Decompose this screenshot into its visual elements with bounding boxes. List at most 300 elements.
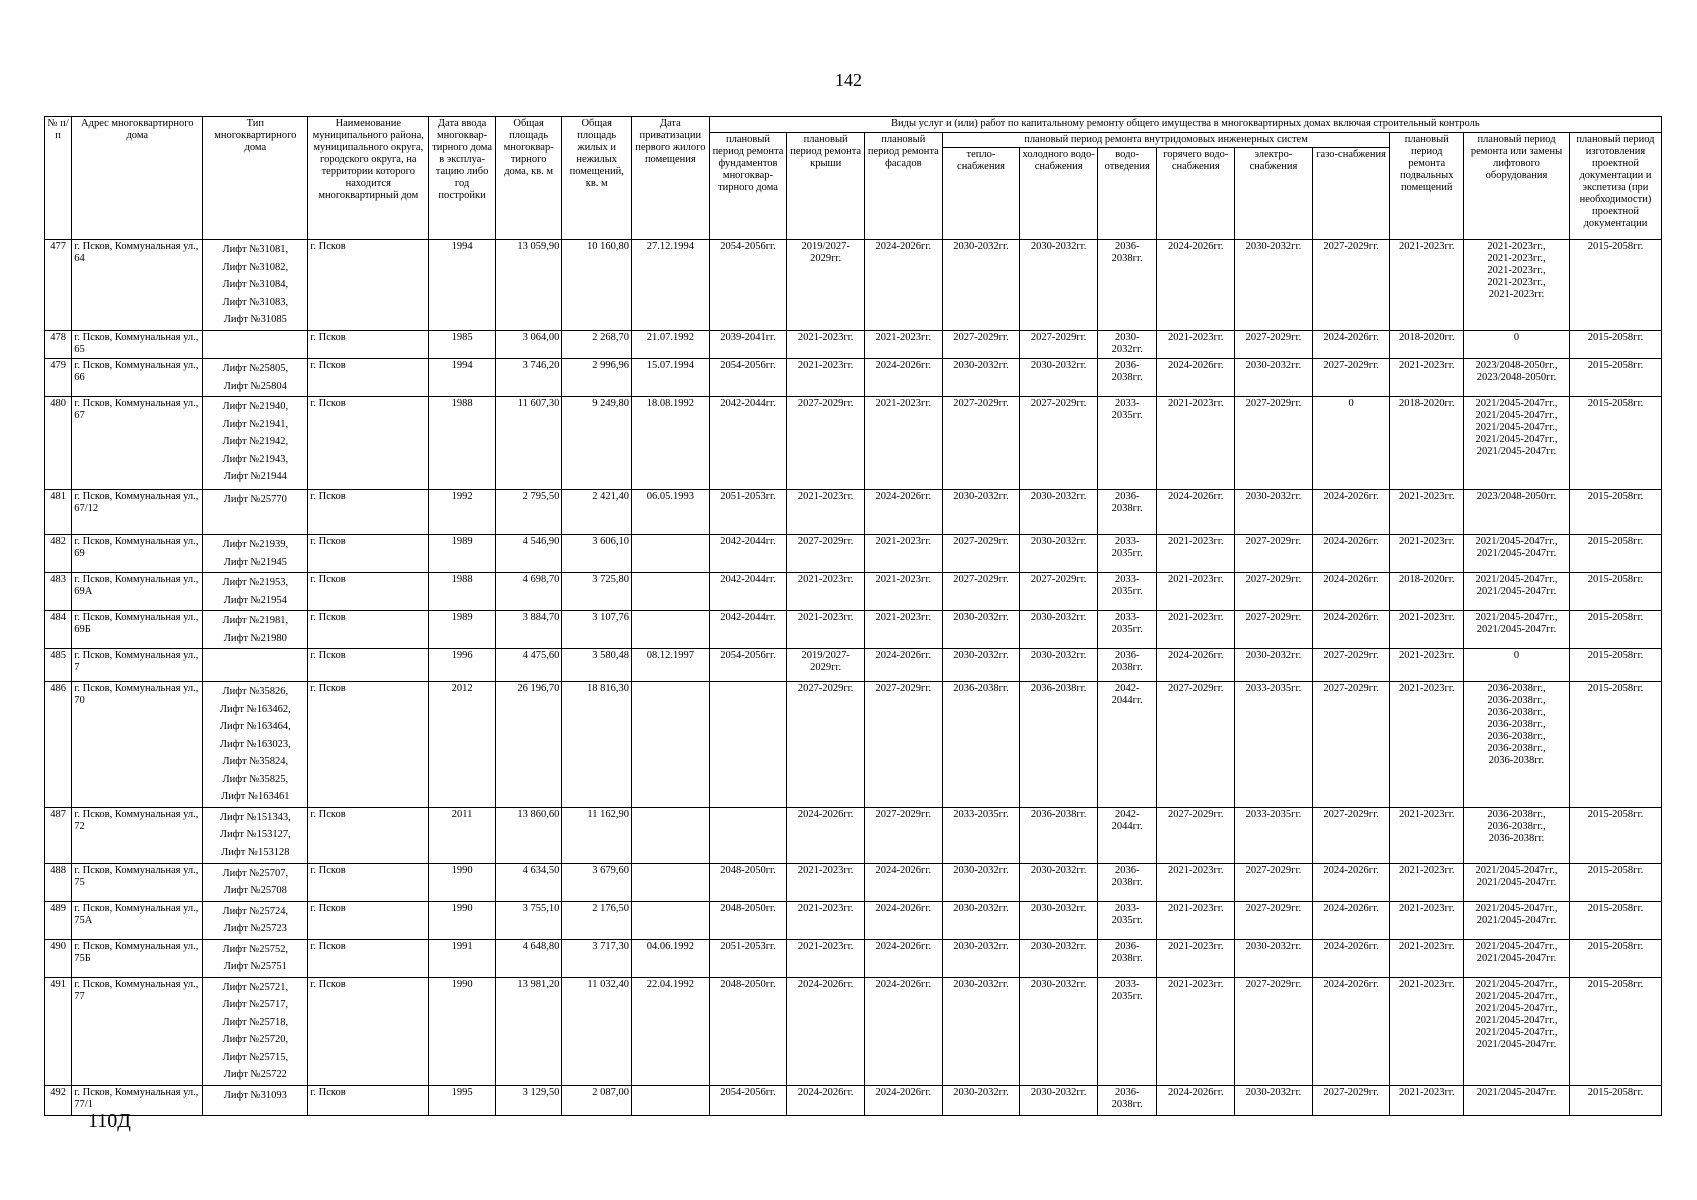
row-year: 1992 bbox=[429, 490, 496, 535]
repair-plan-table-wrapper bbox=[44, 116, 1662, 1116]
row-electric: 2030-2032гг. bbox=[1235, 240, 1313, 331]
row-hot-water: 2021-2023гг. bbox=[1157, 397, 1235, 490]
row-gas: 2024-2026гг. bbox=[1312, 535, 1390, 573]
row-total-area: 11 607,30 bbox=[495, 397, 562, 490]
row-hot-water: 2021-2023гг. bbox=[1157, 535, 1235, 573]
row-lifts bbox=[203, 240, 308, 331]
row-living-area: 2 176,50 bbox=[562, 901, 632, 939]
row-electric: 2027-2029гг. bbox=[1235, 397, 1313, 490]
row-sewer: 2036-2038гг. bbox=[1097, 490, 1157, 535]
row-facade: 2024-2026гг. bbox=[864, 240, 942, 331]
row-living-area: 3 606,10 bbox=[562, 535, 632, 573]
row-gas: 2024-2026гг. bbox=[1312, 331, 1390, 359]
page-number: 142 bbox=[835, 70, 862, 90]
row-foundation bbox=[709, 807, 787, 863]
row-lifts bbox=[203, 901, 308, 939]
row-lifts bbox=[203, 807, 308, 863]
row-elevator bbox=[1464, 359, 1570, 397]
row-heat: 2036-2038гг. bbox=[942, 682, 1020, 808]
row-address: г. Псков, Коммунальная ул., 75А bbox=[72, 901, 203, 939]
row-municipality: г. Псков bbox=[308, 682, 429, 808]
lift-entry: Лифт №153128 bbox=[221, 846, 290, 858]
elevator-period: 2036-2038гг., bbox=[1487, 695, 1546, 706]
row-hot-water: 2024-2026гг. bbox=[1157, 359, 1235, 397]
row-year: 1994 bbox=[429, 359, 496, 397]
elevator-period: 2021-2023гг., bbox=[1487, 241, 1546, 252]
row-roof: 2024-2026гг. bbox=[787, 977, 865, 1085]
row-basement: 2021-2023гг. bbox=[1390, 939, 1464, 977]
header-commission-date: Дата ввода многоквар-тирного дома в эксплуа-тацию либо год постройки bbox=[429, 117, 496, 240]
row-address: г. Псков, Коммунальная ул., 77 bbox=[72, 977, 203, 1085]
lift-entry: Лифт №31093 bbox=[223, 1089, 287, 1101]
row-sewer: 2033-2035гг. bbox=[1097, 611, 1157, 649]
row-living-area: 18 816,30 bbox=[562, 682, 632, 808]
row-hot-water: 2021-2023гг. bbox=[1157, 573, 1235, 611]
row-roof: 2021-2023гг. bbox=[787, 901, 865, 939]
row-heat: 2027-2029гг. bbox=[942, 331, 1020, 359]
row-sewer: 2036-2038гг. bbox=[1097, 863, 1157, 901]
table-row bbox=[45, 611, 1662, 649]
row-lifts bbox=[203, 649, 308, 682]
row-total-area: 2 795,50 bbox=[495, 490, 562, 535]
row-num: 484 bbox=[45, 611, 72, 649]
row-design: 2015-2058гг. bbox=[1569, 682, 1661, 808]
row-electric: 2033-2035гг. bbox=[1235, 682, 1313, 808]
row-design: 2015-2058гг. bbox=[1569, 611, 1661, 649]
row-foundation: 2042-2044гг. bbox=[709, 397, 787, 490]
row-lifts bbox=[203, 682, 308, 808]
row-lifts bbox=[203, 573, 308, 611]
elevator-period: 2021/2045-2047гг. bbox=[1476, 1038, 1557, 1050]
row-privatization bbox=[632, 573, 710, 611]
row-electric: 2027-2029гг. bbox=[1235, 863, 1313, 901]
row-heat: 2027-2029гг. bbox=[942, 397, 1020, 490]
elevator-period: 2036-2038гг., bbox=[1487, 707, 1546, 718]
row-basement: 2021-2023гг. bbox=[1390, 901, 1464, 939]
row-heat: 2027-2029гг. bbox=[942, 573, 1020, 611]
row-design: 2015-2058гг. bbox=[1569, 331, 1661, 359]
row-municipality: г. Псков bbox=[308, 573, 429, 611]
row-sewer: 2033-2035гг. bbox=[1097, 535, 1157, 573]
row-living-area: 3 717,30 bbox=[562, 939, 632, 977]
row-basement: 2021-2023гг. bbox=[1390, 807, 1464, 863]
elevator-period: 2021/2045-2047гг. bbox=[1476, 952, 1557, 964]
elevator-period: 2021/2045-2047гг., bbox=[1475, 940, 1558, 952]
row-design: 2015-2058гг. bbox=[1569, 863, 1661, 901]
header-engineering-group: плановый период ремонта внутридомовых инженерных систем bbox=[942, 133, 1390, 148]
row-elevator bbox=[1464, 611, 1570, 649]
row-gas: 2024-2026гг. bbox=[1312, 901, 1390, 939]
row-elevator bbox=[1464, 573, 1570, 611]
header-heat: тепло-снабжения bbox=[942, 148, 1020, 240]
row-municipality: г. Псков bbox=[308, 807, 429, 863]
row-year: 1990 bbox=[429, 863, 496, 901]
row-municipality: г. Псков bbox=[308, 240, 429, 331]
row-heat: 2030-2032гг. bbox=[942, 863, 1020, 901]
row-basement: 2018-2020гг. bbox=[1390, 331, 1464, 359]
lift-entry: Лифт №21941, bbox=[222, 418, 289, 430]
row-basement: 2018-2020гг. bbox=[1390, 397, 1464, 490]
table-row bbox=[45, 977, 1662, 1085]
row-heat: 2030-2032гг. bbox=[942, 649, 1020, 682]
row-gas: 0 bbox=[1312, 397, 1390, 490]
row-year: 1990 bbox=[429, 977, 496, 1085]
row-roof: 2021-2023гг. bbox=[787, 331, 865, 359]
row-year: 1989 bbox=[429, 535, 496, 573]
row-design: 2015-2058гг. bbox=[1569, 573, 1661, 611]
row-address: г. Псков, Коммунальная ул., 64 bbox=[72, 240, 203, 331]
row-design: 2015-2058гг. bbox=[1569, 535, 1661, 573]
row-facade: 2021-2023гг. bbox=[864, 573, 942, 611]
row-basement: 2021-2023гг. bbox=[1390, 649, 1464, 682]
row-roof: 2021-2023гг. bbox=[787, 611, 865, 649]
elevator-period: 2021/2045-2047гг. bbox=[1476, 1086, 1557, 1098]
row-foundation: 2054-2056гг. bbox=[709, 240, 787, 331]
row-sewer: 2036-2038гг. bbox=[1097, 649, 1157, 682]
row-hot-water: 2027-2029гг. bbox=[1157, 807, 1235, 863]
row-sewer: 2042-2044гг. bbox=[1097, 682, 1157, 808]
row-foundation: 2039-2041гг. bbox=[709, 331, 787, 359]
lift-entry: Лифт №25804 bbox=[223, 380, 287, 392]
row-address: г. Псков, Коммунальная ул., 75 bbox=[72, 863, 203, 901]
row-roof: 2021-2023гг. bbox=[787, 573, 865, 611]
row-living-area: 3 679,60 bbox=[562, 863, 632, 901]
row-design: 2015-2058гг. bbox=[1569, 490, 1661, 535]
row-roof: 2027-2029гг. bbox=[787, 535, 865, 573]
lift-entry: Лифт №31085 bbox=[223, 314, 287, 325]
row-living-area: 3 725,80 bbox=[562, 573, 632, 611]
row-privatization bbox=[632, 807, 710, 863]
row-living-area: 2 996,96 bbox=[562, 359, 632, 397]
header-elevator: плановый период ремонта или замены лифтового оборудования bbox=[1464, 133, 1570, 240]
row-municipality: г. Псков bbox=[308, 649, 429, 682]
row-total-area: 13 981,20 bbox=[495, 977, 562, 1085]
row-roof: 2021-2023гг. bbox=[787, 939, 865, 977]
row-elevator bbox=[1464, 240, 1570, 331]
row-year: 2012 bbox=[429, 682, 496, 808]
row-elevator bbox=[1464, 1085, 1570, 1115]
row-basement: 2021-2023гг. bbox=[1390, 1085, 1464, 1115]
row-sewer: 2036-2038гг. bbox=[1097, 359, 1157, 397]
lift-entry: Лифт №25805, bbox=[222, 363, 289, 374]
row-year: 1989 bbox=[429, 611, 496, 649]
row-design: 2015-2058гг. bbox=[1569, 240, 1661, 331]
row-heat: 2030-2032гг. bbox=[942, 359, 1020, 397]
row-elevator bbox=[1464, 490, 1570, 535]
row-privatization bbox=[632, 611, 710, 649]
table-row bbox=[45, 901, 1662, 939]
row-elevator bbox=[1464, 977, 1570, 1085]
row-design: 2015-2058гг. bbox=[1569, 977, 1661, 1085]
lift-entry: Лифт №163462, bbox=[219, 703, 291, 715]
row-elevator bbox=[1464, 682, 1570, 808]
lift-entry: Лифт №21944 bbox=[223, 471, 287, 482]
row-electric: 2027-2029гг. bbox=[1235, 611, 1313, 649]
row-foundation: 2051-2053гг. bbox=[709, 490, 787, 535]
table-row bbox=[45, 1085, 1662, 1115]
elevator-period: 0 bbox=[1513, 332, 1520, 343]
row-cold-water: 2027-2029гг. bbox=[1020, 573, 1098, 611]
row-sewer: 2042-2044гг. bbox=[1097, 807, 1157, 863]
row-total-area: 4 634,50 bbox=[495, 863, 562, 901]
elevator-period: 2021/2045-2047гг., bbox=[1475, 1026, 1558, 1038]
header-facade: плановый период ремонта фасадов bbox=[864, 133, 942, 240]
row-lifts bbox=[203, 1085, 308, 1115]
elevator-period: 2021/2045-2047гг., bbox=[1475, 434, 1558, 445]
row-sewer: 2033-2035гг. bbox=[1097, 573, 1157, 611]
row-cold-water: 2030-2032гг. bbox=[1020, 611, 1098, 649]
row-sewer: 2036-2038гг. bbox=[1097, 1085, 1157, 1115]
table-row bbox=[45, 535, 1662, 573]
row-municipality: г. Псков bbox=[308, 1085, 429, 1115]
row-gas: 2027-2029гг. bbox=[1312, 807, 1390, 863]
row-foundation: 2042-2044гг. bbox=[709, 611, 787, 649]
lift-entry: Лифт №21954 bbox=[223, 594, 287, 606]
lift-entry: Лифт №25721, bbox=[222, 981, 289, 993]
elevator-period: 2021/2045-2047гг., bbox=[1475, 864, 1558, 876]
elevator-period: 2023/2048-2050гг., bbox=[1475, 360, 1558, 371]
lift-entry: Лифт №25720, bbox=[222, 1034, 289, 1045]
row-privatization bbox=[632, 682, 710, 808]
lift-entry: Лифт №25707, bbox=[222, 867, 289, 879]
row-address: г. Псков, Коммунальная ул., 67/12 bbox=[72, 490, 203, 535]
lift-entry: Лифт №25723 bbox=[223, 923, 287, 934]
row-lifts bbox=[203, 490, 308, 535]
row-basement: 2021-2023гг. bbox=[1390, 863, 1464, 901]
elevator-period: 2036-2038гг. bbox=[1488, 755, 1545, 766]
row-foundation bbox=[709, 682, 787, 808]
table-body bbox=[45, 240, 1662, 1116]
lift-entry: Лифт №21939, bbox=[222, 539, 289, 550]
row-privatization: 08.12.1997 bbox=[632, 649, 710, 682]
row-hot-water: 2021-2023гг. bbox=[1157, 977, 1235, 1085]
table-row bbox=[45, 331, 1662, 359]
row-cold-water: 2036-2038гг. bbox=[1020, 807, 1098, 863]
elevator-period: 2021/2045-2047гг., bbox=[1475, 1002, 1558, 1014]
table-row bbox=[45, 240, 1662, 331]
row-foundation: 2054-2056гг. bbox=[709, 1085, 787, 1115]
table-row bbox=[45, 359, 1662, 397]
row-privatization: 06.05.1993 bbox=[632, 490, 710, 535]
row-foundation: 2042-2044гг. bbox=[709, 535, 787, 573]
table-header bbox=[45, 117, 1662, 240]
header-basement: плановый период ремонта подвальных помещений bbox=[1390, 133, 1464, 240]
row-design: 2015-2058гг. bbox=[1569, 397, 1661, 490]
row-year: 1990 bbox=[429, 901, 496, 939]
row-facade: 2021-2023гг. bbox=[864, 535, 942, 573]
row-privatization bbox=[632, 863, 710, 901]
header-total-area: Общая площадь многоквар-тирного дома, кв. м bbox=[495, 117, 562, 240]
header-living-area: Общая площадь жилых и нежилых помещений, кв. м bbox=[562, 117, 632, 240]
row-roof: 2027-2029гг. bbox=[787, 397, 865, 490]
row-basement: 2021-2023гг. bbox=[1390, 682, 1464, 808]
row-total-area: 26 196,70 bbox=[495, 682, 562, 808]
row-electric: 2027-2029гг. bbox=[1235, 331, 1313, 359]
row-facade: 2024-2026гг. bbox=[864, 359, 942, 397]
row-num: 482 bbox=[45, 535, 72, 573]
row-roof: 2019/2027-2029гг. bbox=[787, 649, 865, 682]
elevator-period: 2021-2023гг., bbox=[1487, 265, 1546, 276]
row-facade: 2027-2029гг. bbox=[864, 682, 942, 808]
elevator-period: 0 bbox=[1513, 650, 1520, 661]
row-facade: 2027-2029гг. bbox=[864, 807, 942, 863]
row-cold-water: 2030-2032гг. bbox=[1020, 977, 1098, 1085]
row-num: 477 bbox=[45, 240, 72, 331]
row-lifts bbox=[203, 939, 308, 977]
row-num: 491 bbox=[45, 977, 72, 1085]
elevator-period: 2021/2045-2047гг. bbox=[1476, 914, 1557, 926]
header-address: Адрес многоквартирного дома bbox=[72, 117, 203, 240]
header-roof: плановый период ремонта крыши bbox=[787, 133, 865, 240]
row-total-area: 3 064,00 bbox=[495, 331, 562, 359]
row-num: 490 bbox=[45, 939, 72, 977]
row-cold-water: 2027-2029гг. bbox=[1020, 397, 1098, 490]
row-total-area: 4 546,90 bbox=[495, 535, 562, 573]
row-address: г. Псков, Коммунальная ул., 72 bbox=[72, 807, 203, 863]
lift-entry: Лифт №25770 bbox=[223, 494, 287, 505]
row-total-area: 3 755,10 bbox=[495, 901, 562, 939]
elevator-period: 2036-2038гг. bbox=[1488, 832, 1545, 844]
table-row bbox=[45, 573, 1662, 611]
row-gas: 2024-2026гг. bbox=[1312, 863, 1390, 901]
elevator-period: 2021/2045-2047гг. bbox=[1476, 586, 1557, 597]
row-living-area: 9 249,80 bbox=[562, 397, 632, 490]
row-living-area: 2 421,40 bbox=[562, 490, 632, 535]
row-heat: 2030-2032гг. bbox=[942, 490, 1020, 535]
row-living-area: 3 107,76 bbox=[562, 611, 632, 649]
header-municipality: Наименование муниципального района, муниципального округа, городского округа, на территории которого находится многоквартирный дом bbox=[308, 117, 429, 240]
repair-plan-table bbox=[44, 116, 1662, 1116]
row-gas: 2024-2026гг. bbox=[1312, 573, 1390, 611]
row-address: г. Псков, Коммунальная ул., 77/1 bbox=[72, 1085, 203, 1115]
row-roof: 2021-2023гг. bbox=[787, 359, 865, 397]
row-lifts bbox=[203, 331, 308, 359]
elevator-period: 2036-2038гг., bbox=[1487, 719, 1546, 730]
row-cold-water: 2030-2032гг. bbox=[1020, 939, 1098, 977]
row-address: г. Псков, Коммунальная ул., 69А bbox=[72, 573, 203, 611]
row-electric: 2030-2032гг. bbox=[1235, 649, 1313, 682]
elevator-period: 2023/2048-2050гг. bbox=[1476, 372, 1557, 383]
row-privatization: 27.12.1994 bbox=[632, 240, 710, 331]
row-hot-water: 2021-2023гг. bbox=[1157, 611, 1235, 649]
row-elevator bbox=[1464, 331, 1570, 359]
lift-entry: Лифт №31084, bbox=[222, 279, 289, 290]
row-gas: 2024-2026гг. bbox=[1312, 939, 1390, 977]
row-address: г. Псков, Коммунальная ул., 66 bbox=[72, 359, 203, 397]
lift-entry: Лифт №31082, bbox=[222, 261, 289, 273]
row-foundation: 2048-2050гг. bbox=[709, 863, 787, 901]
row-basement: 2021-2023гг. bbox=[1390, 240, 1464, 331]
row-address: г. Псков, Коммунальная ул., 69 bbox=[72, 535, 203, 573]
row-design: 2015-2058гг. bbox=[1569, 359, 1661, 397]
elevator-period: 2021/2045-2047гг., bbox=[1475, 574, 1558, 585]
header-services-group: Виды услуг и (или) работ по капитальному ремонту общего имущества в многоквартирных домах включая строительный контроль bbox=[709, 117, 1661, 133]
row-privatization bbox=[632, 901, 710, 939]
elevator-period: 2021/2045-2047гг., bbox=[1475, 410, 1558, 421]
row-facade: 2024-2026гг. bbox=[864, 939, 942, 977]
elevator-period: 2021/2045-2047гг., bbox=[1475, 612, 1558, 623]
lift-entry: Лифт №21943, bbox=[222, 453, 289, 465]
row-num: 480 bbox=[45, 397, 72, 490]
row-living-area: 2 087,00 bbox=[562, 1085, 632, 1115]
row-gas: 2027-2029гг. bbox=[1312, 682, 1390, 808]
elevator-period: 2021-2023гг. bbox=[1488, 289, 1545, 300]
row-year: 1994 bbox=[429, 240, 496, 331]
lift-entry: Лифт №151343, bbox=[219, 811, 291, 823]
row-facade: 2021-2023гг. bbox=[864, 331, 942, 359]
row-cold-water: 2027-2029гг. bbox=[1020, 331, 1098, 359]
row-living-area: 11 162,90 bbox=[562, 807, 632, 863]
elevator-period: 2021/2045-2047гг. bbox=[1476, 446, 1557, 457]
row-municipality: г. Псков bbox=[308, 901, 429, 939]
lift-entry: Лифт №21940, bbox=[222, 401, 289, 412]
lift-entry: Лифт №25751 bbox=[223, 961, 287, 972]
row-municipality: г. Псков bbox=[308, 397, 429, 490]
header-electric: электро-снабжения bbox=[1235, 148, 1313, 240]
row-privatization: 21.07.1992 bbox=[632, 331, 710, 359]
row-living-area: 2 268,70 bbox=[562, 331, 632, 359]
row-sewer: 2033-2035гг. bbox=[1097, 977, 1157, 1085]
elevator-period: 2021/2045-2047гг., bbox=[1475, 536, 1558, 547]
table-row bbox=[45, 863, 1662, 901]
header-privatization-date: Дата приватизации первого жилого помещения bbox=[632, 117, 710, 240]
row-electric: 2030-2032гг. bbox=[1235, 359, 1313, 397]
row-address: г. Псков, Коммунальная ул., 75Б bbox=[72, 939, 203, 977]
lift-entry: Лифт №31083, bbox=[222, 296, 289, 308]
row-elevator bbox=[1464, 397, 1570, 490]
row-design: 2015-2058гг. bbox=[1569, 1085, 1661, 1115]
row-basement: 2021-2023гг. bbox=[1390, 611, 1464, 649]
row-lifts bbox=[203, 359, 308, 397]
row-total-area: 3 884,70 bbox=[495, 611, 562, 649]
row-elevator bbox=[1464, 535, 1570, 573]
row-num: 488 bbox=[45, 863, 72, 901]
elevator-period: 2021/2045-2047гг., bbox=[1475, 1014, 1558, 1026]
row-lifts bbox=[203, 863, 308, 901]
row-facade: 2021-2023гг. bbox=[864, 611, 942, 649]
lift-entry: Лифт №21980 bbox=[223, 632, 287, 644]
elevator-period: 2021/2045-2047гг., bbox=[1475, 398, 1558, 409]
row-electric: 2027-2029гг. bbox=[1235, 573, 1313, 611]
row-municipality: г. Псков bbox=[308, 611, 429, 649]
row-roof: 2021-2023гг. bbox=[787, 490, 865, 535]
row-municipality: г. Псков bbox=[308, 939, 429, 977]
row-num: 487 bbox=[45, 807, 72, 863]
lift-entry: Лифт №25717, bbox=[222, 999, 289, 1010]
row-cold-water: 2030-2032гг. bbox=[1020, 863, 1098, 901]
row-heat: 2033-2035гг. bbox=[942, 807, 1020, 863]
header-cold-water: холодного водо-снабжения bbox=[1020, 148, 1098, 240]
row-electric: 2027-2029гг. bbox=[1235, 901, 1313, 939]
row-foundation: 2048-2050гг. bbox=[709, 901, 787, 939]
lift-entry: Лифт №21981, bbox=[222, 615, 289, 626]
row-electric: 2027-2029гг. bbox=[1235, 977, 1313, 1085]
row-facade: 2024-2026гг. bbox=[864, 1085, 942, 1115]
row-facade: 2021-2023гг. bbox=[864, 397, 942, 490]
lift-entry: Лифт №163464, bbox=[219, 721, 291, 732]
elevator-period: 2023/2048-2050гг. bbox=[1476, 491, 1557, 502]
row-elevator bbox=[1464, 863, 1570, 901]
header-num: № п/п bbox=[45, 117, 72, 240]
row-total-area: 3 129,50 bbox=[495, 1085, 562, 1115]
header-sewer: водо-отведения bbox=[1097, 148, 1157, 240]
row-num: 486 bbox=[45, 682, 72, 808]
row-basement: 2021-2023гг. bbox=[1390, 977, 1464, 1085]
row-gas: 2024-2026гг. bbox=[1312, 611, 1390, 649]
lift-entry: Лифт №25752, bbox=[222, 943, 289, 955]
row-privatization bbox=[632, 1085, 710, 1115]
row-privatization: 22.04.1992 bbox=[632, 977, 710, 1085]
